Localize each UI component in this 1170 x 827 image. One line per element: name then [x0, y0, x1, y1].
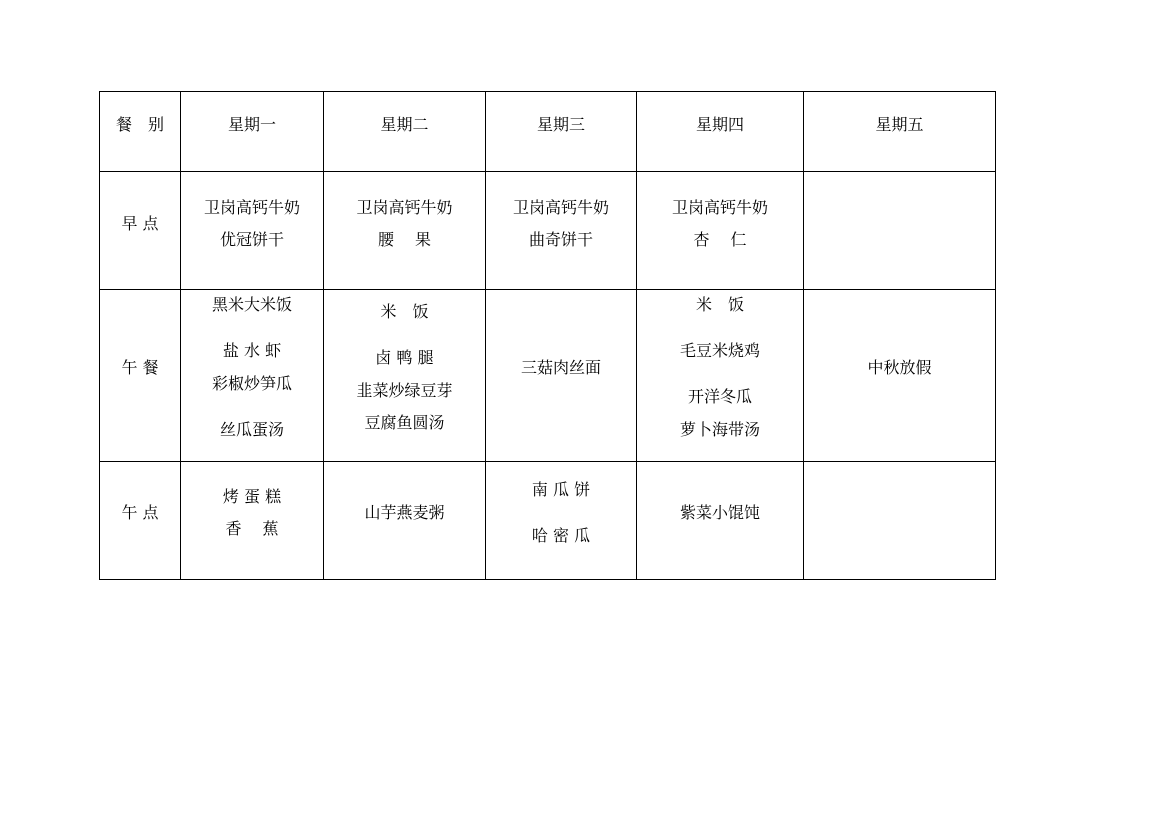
menu-item: 豆腐鱼圆汤 — [364, 413, 445, 432]
menu-item: 中秋放假 — [867, 358, 932, 377]
breakfast-row — [100, 172, 996, 290]
lunch-monday-cell — [181, 290, 324, 462]
menu-item: 腰 果 — [377, 230, 432, 249]
lunch-meal-cell — [100, 290, 181, 462]
lunch-row — [100, 290, 996, 462]
lunch-tuesday-cell — [324, 290, 486, 462]
header-meal-label: 餐 别 — [115, 115, 164, 134]
menu-item: 韭菜炒绿豆芽 — [356, 381, 453, 400]
header-wednesday — [486, 92, 637, 172]
breakfast-wednesday-cell — [486, 172, 637, 290]
menu-item: 米 饭 — [380, 302, 429, 321]
menu-item: 南 瓜 饼 — [531, 480, 591, 499]
snack-thursday-cell — [637, 462, 804, 580]
menu-item: 黑米大米饭 — [211, 295, 292, 314]
breakfast-meal-cell — [100, 172, 181, 290]
menu-item: 丝瓜蛋汤 — [219, 420, 284, 439]
header-wednesday-label: 星期三 — [536, 115, 585, 134]
menu-item: 优冠饼干 — [219, 230, 284, 249]
header-tuesday — [324, 92, 486, 172]
menu-item: 烤 蛋 糕 — [222, 487, 282, 506]
lunch-meal-label: 午 餐 — [121, 358, 159, 377]
menu-item: 卫岗高钙牛奶 — [512, 198, 609, 217]
menu-item: 毛豆米烧鸡 — [679, 341, 760, 360]
snack-friday-cell — [804, 462, 996, 580]
weekly-menu-table — [99, 91, 996, 580]
breakfast-friday-cell — [804, 172, 996, 290]
header-friday-label: 星期五 — [875, 115, 924, 134]
breakfast-meal-label: 早 点 — [121, 214, 159, 233]
breakfast-thursday-cell — [637, 172, 804, 290]
menu-item: 萝卜海带汤 — [679, 420, 760, 439]
snack-row — [100, 462, 996, 580]
menu-item: 米 饭 — [695, 295, 744, 314]
snack-tuesday-cell — [324, 462, 486, 580]
snack-wednesday-cell — [486, 462, 637, 580]
header-thursday — [637, 92, 804, 172]
menu-item: 紫菜小馄饨 — [679, 503, 760, 522]
header-friday — [804, 92, 996, 172]
menu-item: 山芋燕麦粥 — [364, 503, 445, 522]
lunch-friday-cell — [804, 290, 996, 462]
lunch-thursday-cell — [637, 290, 804, 462]
menu-item: 香 蕉 — [225, 519, 279, 538]
menu-item: 卫岗高钙牛奶 — [203, 198, 300, 217]
menu-item: 哈 密 瓜 — [531, 526, 591, 545]
menu-item: 彩椒炒笋瓜 — [211, 374, 292, 393]
menu-item: 卤 鸭 腿 — [375, 348, 434, 367]
breakfast-tuesday-cell — [324, 172, 486, 290]
snack-meal-cell — [100, 462, 181, 580]
menu-item: 开洋冬瓜 — [687, 387, 752, 406]
menu-item: 曲奇饼干 — [528, 230, 593, 249]
snack-meal-label: 午 点 — [121, 503, 159, 522]
header-thursday-label: 星期四 — [695, 115, 744, 134]
header-monday — [181, 92, 324, 172]
menu-item: 卫岗高钙牛奶 — [671, 198, 768, 217]
menu-item: 卫岗高钙牛奶 — [356, 198, 453, 217]
menu-item: 杏 仁 — [693, 230, 747, 249]
header-tuesday-label: 星期二 — [380, 115, 429, 134]
menu-item: 盐 水 虾 — [222, 341, 282, 360]
snack-monday-cell — [181, 462, 324, 580]
lunch-wednesday-cell — [486, 290, 637, 462]
breakfast-monday-cell — [181, 172, 324, 290]
header-meal — [100, 92, 181, 172]
menu-item: 三菇肉丝面 — [520, 358, 601, 377]
header-row — [100, 92, 996, 172]
header-monday-label: 星期一 — [227, 115, 276, 134]
